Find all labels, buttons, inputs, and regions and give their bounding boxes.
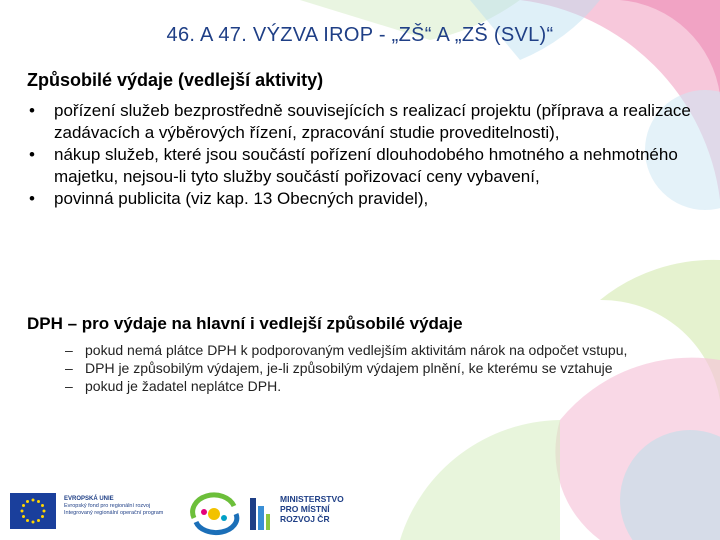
section-heading-eligible-costs: Způsobilé výdaje (vedlejší aktivity) bbox=[27, 70, 324, 90]
eu-flag-icon bbox=[10, 493, 56, 529]
eu-program-label: Integrovaný regionální operační program bbox=[64, 510, 164, 516]
ministry-text-block bbox=[280, 494, 344, 524]
list-item-text: pokud nemá plátce DPH k podporovaným vedlejším aktivitám nárok na odpočet vstupu, bbox=[85, 342, 628, 358]
eu-text-block bbox=[64, 496, 184, 517]
list-item bbox=[27, 144, 699, 188]
eu-fund-label: Evropský fond pro regionální rozvoj bbox=[64, 503, 151, 509]
slide-title: 46. A 47. VÝZVA IROP - „ZŠ“ A „ZŠ (SVL)“ bbox=[166, 24, 554, 46]
list-item bbox=[27, 188, 699, 210]
list-item-text: DPH je způsobilým výdajem, je-li způsobilým výdajem plnění, ke kterému se vztahuje bbox=[85, 360, 613, 376]
list-item bbox=[65, 359, 695, 377]
ministry-emblem-icon bbox=[248, 494, 272, 534]
bullet-list bbox=[27, 100, 699, 210]
footer-logos bbox=[0, 488, 720, 540]
dash-list bbox=[65, 341, 695, 395]
list-item-text: pokud je žadatel neplátce DPH. bbox=[85, 378, 282, 394]
section-heading-vat: DPH – pro výdaje na hlavní i vedlejší způsobilé výdaje bbox=[27, 314, 463, 333]
list-item-text: povinná publicita (viz kap. 13 Obecných pravidel), bbox=[54, 189, 429, 208]
ministry-line-3: ROZVOJ ČR bbox=[280, 514, 330, 524]
ministry-line-1: MINISTERSTVO bbox=[280, 494, 344, 504]
list-item bbox=[27, 100, 699, 144]
bullet-symbol: • bbox=[29, 101, 35, 120]
ministry-line-2: PRO MÍSTNÍ bbox=[280, 504, 330, 514]
structural-funds-logo-icon bbox=[188, 492, 242, 536]
dash-symbol: – bbox=[65, 342, 73, 358]
list-item bbox=[65, 377, 695, 395]
bullet-symbol: • bbox=[29, 145, 35, 164]
list-item-text: nákup služeb, které jsou součástí pořízení dlouhodobého hmotného a nehmotného majetku, nejsou-li tyto služby součástí pořizovací ceny vybavení, bbox=[54, 145, 678, 186]
list-item-text: pořízení služeb bezprostředně souvisejících s realizací projektu (příprava a realizace zadávacích a výběrových řízení, zpracování studie proveditelnosti), bbox=[54, 101, 691, 142]
bullet-symbol: • bbox=[29, 189, 35, 208]
dash-symbol: – bbox=[65, 378, 73, 394]
dash-symbol: – bbox=[65, 360, 73, 376]
eu-name-label: EVROPSKÁ UNIE bbox=[64, 496, 114, 502]
list-item bbox=[65, 341, 695, 359]
